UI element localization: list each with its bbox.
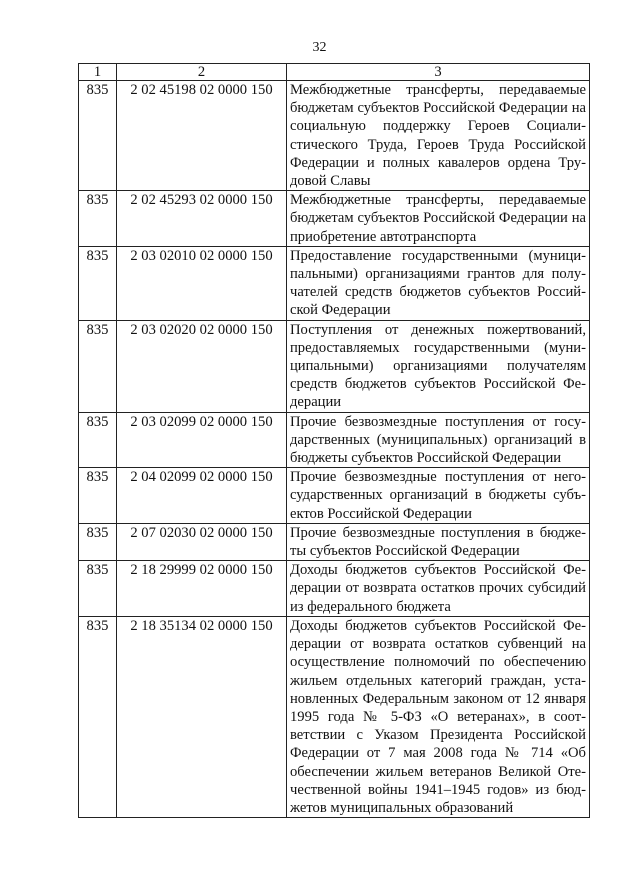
- income-name-cell: Доходы бюджетов субъектов Российской Федерации от возврата остатков прочих субсидий из федерального бюджета: [287, 561, 590, 617]
- admin-code-cell: 835: [79, 468, 117, 524]
- admin-code-cell: 835: [79, 320, 117, 412]
- table-row: [79, 616, 590, 817]
- table-row: [79, 246, 590, 320]
- income-name-cell: Предоставление государственными (муниципальными) организациями грантов для получателей средств бюджетов субъектов Российской Федерации: [287, 246, 590, 320]
- budget-code-cell: 2 04 02099 02 0000 150: [117, 468, 287, 524]
- page-number: 32: [312, 40, 327, 55]
- admin-code-cell: 835: [79, 191, 117, 247]
- budget-code-cell: 2 03 02020 02 0000 150: [117, 320, 287, 412]
- admin-code-cell: 835: [79, 561, 117, 617]
- header-col-2: 2: [117, 64, 287, 81]
- budget-codes-table: [78, 63, 590, 818]
- budget-code-cell: 2 03 02099 02 0000 150: [117, 412, 287, 468]
- table-row: [79, 561, 590, 617]
- budget-code-cell: 2 02 45293 02 0000 150: [117, 191, 287, 247]
- admin-code-cell: 835: [79, 616, 117, 817]
- table-row: [79, 412, 590, 468]
- budget-code-cell: 2 02 45198 02 0000 150: [117, 81, 287, 191]
- income-name-cell: Прочие безвозмездные поступления от негосударственных организаций в бюджеты субъектов Российской Федерации: [287, 468, 590, 524]
- admin-code-cell: 835: [79, 81, 117, 191]
- admin-code-cell: 835: [79, 523, 117, 560]
- income-name-cell: Межбюджетные трансферты, передаваемые бюджетам субъектов Российской Федерации на приобретение автотранспорта: [287, 191, 590, 247]
- income-name-cell: Межбюджетные трансферты, передаваемые бюджетам субъектов Российской Федерации на социальную поддержку Героев Социалистического Труда, Героев Труда Российской Федерации и полных кавалеров ордена Трудовой Славы: [287, 81, 590, 191]
- income-name-cell: Прочие безвозмездные поступления в бюджеты субъектов Российской Федерации: [287, 523, 590, 560]
- admin-code-cell: 835: [79, 246, 117, 320]
- budget-code-cell: 2 07 02030 02 0000 150: [117, 523, 287, 560]
- table-header-row: [79, 64, 590, 81]
- budget-code-cell: 2 18 29999 02 0000 150: [117, 561, 287, 617]
- table-row: [79, 81, 590, 191]
- header-col-3: 3: [287, 64, 590, 81]
- table-row: [79, 523, 590, 560]
- table-row: [79, 320, 590, 412]
- table-row: [79, 191, 590, 247]
- income-name-cell: Поступления от денежных пожертвований, предоставляемых государственными (муниципальными) организациями получателям средств бюджетов субъектов Российской Федерации: [287, 320, 590, 412]
- header-col-1: 1: [79, 64, 117, 81]
- budget-code-cell: 2 18 35134 02 0000 150: [117, 616, 287, 817]
- table-row: [79, 468, 590, 524]
- income-name-cell: Доходы бюджетов субъектов Российской Федерации от возврата остатков субвенций на осуществление полномочий по обеспечению жильем отдельных категорий граждан, установленных Федеральным законом от 12 января 1995 года № 5-ФЗ «О ветеранах», в соответствии с Указом Президента Российской Федерации от 7 мая 2008 года № 714 «Об обеспечении жильем ветеранов Великой Отечественной войны 1941–1945 годов» из бюджетов муниципальных образований: [287, 616, 590, 817]
- budget-code-cell: 2 03 02010 02 0000 150: [117, 246, 287, 320]
- income-name-cell: Прочие безвозмездные поступления от государственных (муниципальных) организаций в бюджеты субъектов Российской Федерации: [287, 412, 590, 468]
- admin-code-cell: 835: [79, 412, 117, 468]
